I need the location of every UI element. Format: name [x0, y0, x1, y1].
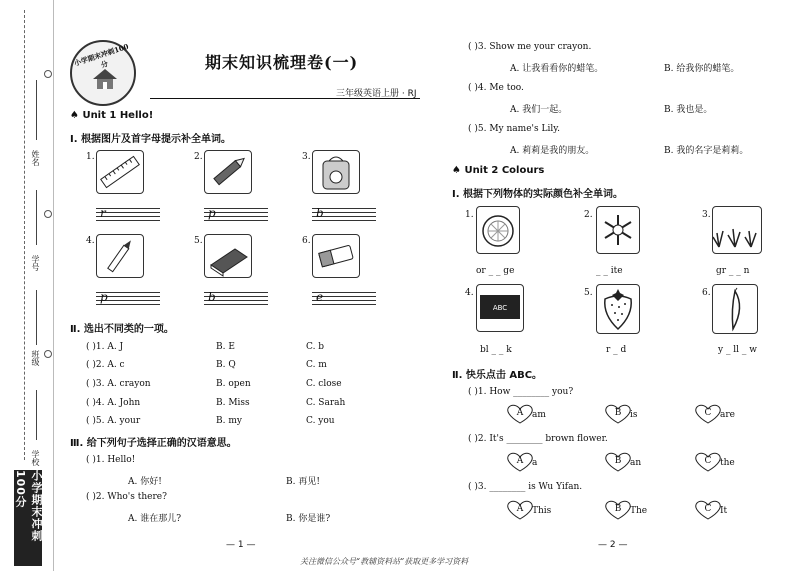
odd-question: ( )2. A. c [86, 360, 125, 370]
colour-word: or _ _ ge [476, 266, 515, 276]
heart-choice-c[interactable] [694, 404, 722, 424]
translate-option-a: A. 我们一起。 [510, 105, 568, 115]
grass-picture [712, 206, 762, 254]
hint-letter: e [316, 290, 324, 304]
ruler-icon [97, 151, 143, 193]
school-line [36, 390, 37, 440]
translate-question: ( )2. Who's there? [86, 492, 167, 502]
choice-letter: C [704, 456, 712, 466]
pic-number: 2. [584, 210, 593, 220]
odd-question: ( )1. A. J [86, 342, 124, 352]
odd-option-b: B. E [216, 342, 235, 352]
unit1-heading: ♠ Unit 1 Hello! [70, 110, 154, 121]
page-subtitle: 三年级英语上册 · RJ [336, 89, 417, 99]
heart-choice-b[interactable] [604, 500, 632, 520]
translate-option-a: A. 谁在那儿? [128, 514, 182, 524]
pic-number: 1. [86, 152, 95, 162]
choice-letter: B [614, 456, 622, 466]
abc-question: ( )3. ________ is Wu Yifan. [468, 482, 583, 492]
pencil-icon [205, 151, 251, 193]
choice-word: a [532, 458, 538, 468]
snowflake-picture [596, 206, 640, 254]
translate-option-a: A. 莉莉是我的朋友。 [510, 146, 595, 156]
choice-letter: A [516, 408, 524, 418]
heart-choice-b[interactable] [604, 404, 632, 424]
colour-word: r _ d [606, 345, 627, 355]
colour-word: bl _ _ k [480, 345, 512, 355]
section1-heading: Ⅰ. 根据图片及首字母提示补全单词。 [70, 134, 232, 145]
translate-option-b: B. 再见! [286, 477, 320, 487]
punch-hole [44, 70, 52, 78]
choice-letter: A [516, 504, 524, 514]
pic-number: 1. [465, 210, 474, 220]
book-picture [204, 234, 252, 278]
choice-word: an [630, 458, 642, 468]
binding-strip [0, 0, 54, 571]
choice-word: It [720, 506, 728, 516]
student-id-label: 学号 [31, 255, 40, 271]
translate-question: ( )5. My name's Lily. [468, 124, 560, 134]
house-icon [92, 68, 118, 90]
snowflake-icon [597, 207, 639, 253]
choice-word: am [532, 410, 546, 420]
side-logo: 小学期末冲刺100分 [14, 470, 42, 566]
banana-icon [713, 285, 757, 333]
pencil-picture [204, 150, 252, 194]
logo-text: 小学期末冲刺100分 [72, 41, 130, 70]
odd-question: ( )4. A. John [86, 398, 141, 408]
translate-option-b: B. 我也是。 [664, 105, 713, 115]
hint-letter: p [208, 206, 216, 220]
odd-question: ( )5. A. your [86, 416, 141, 426]
translate-option-b: B. 你是谁? [286, 514, 331, 524]
translate-option-a: A. 你好! [128, 477, 162, 487]
odd-option-c: C. you [306, 416, 335, 426]
choice-word: This [532, 506, 552, 516]
pic-number: 3. [302, 152, 311, 162]
heart-choice-b[interactable] [604, 452, 632, 472]
orange-picture [476, 206, 520, 254]
colour-word: gr _ _ n [716, 266, 750, 276]
choice-letter: A [516, 456, 524, 466]
book-icon [205, 235, 251, 277]
strawberry-icon [597, 285, 639, 333]
choice-letter: B [614, 408, 622, 418]
odd-option-c: C. Sarah [306, 398, 346, 408]
abc-question: ( )1. How ________ you? [468, 387, 574, 397]
odd-option-b: B. open [216, 379, 251, 389]
header-rule [150, 98, 420, 99]
choice-letter: C [704, 504, 712, 514]
hint-letter: b [316, 206, 324, 220]
class-label: 班级 [31, 350, 40, 366]
odd-option-b: B. Miss [216, 398, 250, 408]
translate-question: ( )3. Show me your crayon. [468, 42, 592, 52]
odd-option-b: B. Q [216, 360, 236, 370]
odd-option-c: C. close [306, 379, 342, 389]
odd-question: ( )3. A. crayon [86, 379, 151, 389]
abc-question: ( )2. It's ________ brown flower. [468, 434, 608, 444]
cut-line [24, 10, 25, 460]
blackboard-icon [477, 285, 523, 331]
pic-number: 6. [302, 236, 311, 246]
choice-word: is [630, 410, 638, 420]
punch-hole [44, 210, 52, 218]
page-title: 期末知识梳理卷(一) [205, 53, 359, 72]
colours-section1-heading: Ⅰ. 根据下列物体的实际颜色补全单词。 [452, 189, 624, 200]
series-logo [70, 40, 136, 106]
odd-option-c: C. m [306, 360, 327, 370]
choice-letter: C [704, 408, 712, 418]
pen-icon [97, 235, 143, 277]
banana-picture [712, 284, 758, 334]
translate-option-a: A. 让我看看你的蜡笔。 [510, 64, 604, 74]
footer-note: 关注微信公众号“教辅资料站”获取更多学习资料 [300, 557, 469, 566]
translate-question: ( )4. Me too. [468, 83, 524, 93]
id-line [36, 190, 37, 245]
choice-word: are [720, 410, 735, 420]
heart-choice-a[interactable] [506, 452, 534, 472]
pic-number: 5. [584, 288, 593, 298]
blackboard-picture [476, 284, 524, 332]
hint-letter: b [208, 290, 216, 304]
unit2-heading: ♠ Unit 2 Colours [452, 165, 545, 176]
pic-number: 5. [194, 236, 203, 246]
ruler-picture [96, 150, 144, 194]
section3-heading: Ⅲ. 给下列句子选择正确的汉语意思。 [70, 438, 237, 449]
heart-choice-c[interactable] [694, 500, 722, 520]
name-line [36, 80, 37, 140]
name-label: 姓名 [31, 150, 40, 166]
hint-letter: r [100, 206, 106, 220]
heart-choice-a[interactable] [506, 500, 534, 520]
grass-icon [713, 207, 761, 253]
board-text: ABC [492, 304, 508, 312]
heart-choice-c[interactable] [694, 452, 722, 472]
section2-heading: Ⅱ. 选出不同类的一项。 [70, 324, 174, 335]
page-number-1: — 1 — [226, 540, 256, 550]
page-number-2: — 2 — [598, 540, 628, 550]
abc-section-heading: Ⅱ. 快乐点击 ABC。 [452, 370, 543, 381]
pic-number: 3. [702, 210, 711, 220]
choice-word: The [630, 506, 648, 516]
translate-option-b: B. 给我你的蜡笔。 [664, 64, 740, 74]
bag-icon [313, 151, 359, 193]
eraser-icon [313, 235, 359, 277]
choice-letter: B [614, 504, 622, 514]
odd-option-c: C. b [306, 342, 325, 352]
colour-word: _ _ ite [596, 266, 623, 276]
pic-number: 4. [86, 236, 95, 246]
pic-number: 2. [194, 152, 203, 162]
pic-number: 6. [702, 288, 711, 298]
translate-option-b: B. 我的名字是莉莉。 [664, 146, 749, 156]
bag-picture [312, 150, 360, 194]
choice-word: the [720, 458, 735, 468]
strawberry-picture [596, 284, 640, 334]
class-line [36, 290, 37, 345]
punch-hole [44, 350, 52, 358]
hint-letter: p [100, 290, 108, 304]
odd-option-b: B. my [216, 416, 242, 426]
pen-picture [96, 234, 144, 278]
pic-number: 4. [465, 288, 474, 298]
eraser-picture [312, 234, 360, 278]
school-label: 学校 [31, 450, 40, 466]
orange-icon [477, 207, 519, 253]
translate-question: ( )1. Hello! [86, 455, 136, 465]
colour-word: y _ ll _ w [718, 345, 757, 355]
heart-choice-a[interactable] [506, 404, 534, 424]
